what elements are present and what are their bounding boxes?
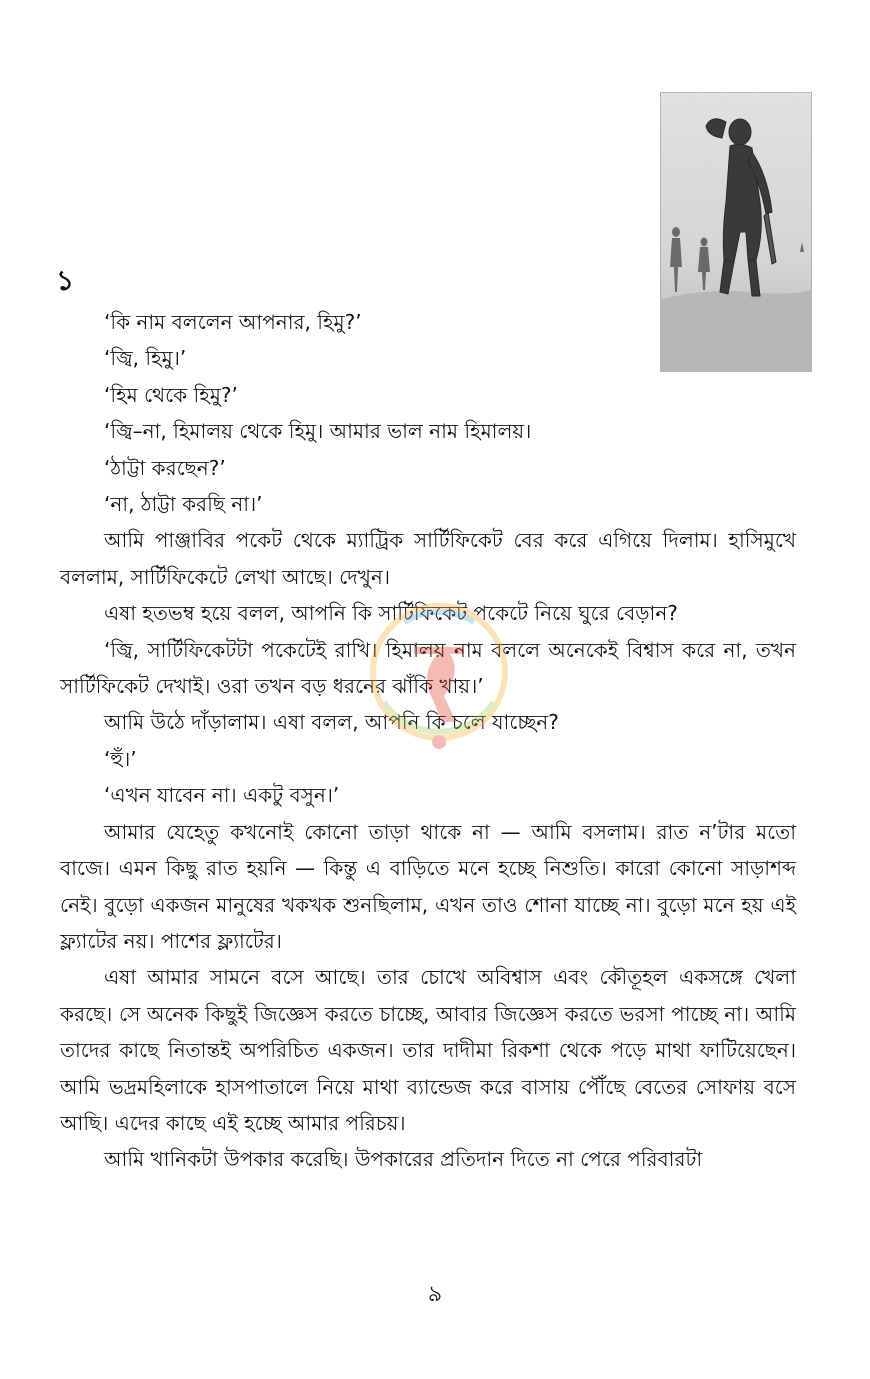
paragraph: ‘জ্বি–না, হিমালয় থেকে হিমু। আমার ভাল নাম হিমালয়। xyxy=(104,419,532,444)
paragraph: আমি পাঞ্জাবির পকেট থেকে ম্যাট্রিক সার্টিফিকেট বের করে এগিয়ে দিলাম। হাসিমুখে বললাম, সার্টিফিকেটে লেখা আছে। দেখুন। xyxy=(60,528,796,589)
paragraph: ‘হিম থেকে হিমু?’ xyxy=(104,382,238,407)
paragraph: আমার যেহেতু কখনোই কোনো তাড়া থাকে না — আমি বসলাম। রাত ন’টার মতো বাজে। এমন কিছু রাত হয়নি — কিন্তু এ বাড়িতে মনে হচ্ছে নিশুতি। কারো কোনো সাড়াশব্দ নেই। বুড়ো একজন মানুষের খকখক শুনছিলাম, এখন তাও শোনা যাচ্ছে না। বুড়ো মনে হয় এই ফ্ল্যাটের নয়। পাশের ফ্ল্যাটের। xyxy=(60,819,796,953)
paragraph: এষা হতভম্ব হয়ে বলল, আপনি কি সার্টিফিকেট পকেটে নিয়ে ঘুরে বেড়ান? xyxy=(104,601,678,626)
paragraph: ‘না, ঠাট্টা করছি না।’ xyxy=(104,492,263,517)
paragraph: আমি খানিকটা উপকার করেছি। উপকারের প্রতিদান দিতে না পেরে পরিবারটা xyxy=(104,1147,703,1172)
page-number: ৯ xyxy=(427,1282,443,1307)
paragraph: ‘জ্বি, সার্টিফিকেটটা পকেটেই রাখি। হিমালয় নাম বললে অনেকেই বিশ্বাস করে না, তখন সার্টিফিকেট দেখাই। ওরা তখন বড় ধরনের ঝাঁকি খায়।’ xyxy=(60,637,796,699)
chapter-number: ১ xyxy=(56,264,75,297)
paragraph: ‘ঠাট্টা করছেন?’ xyxy=(104,455,226,480)
paragraph: ‘হুঁ।’ xyxy=(104,746,137,771)
paragraph: এষা আমার সামনে বসে আছে। তার চোখে অবিশ্বাস এবং কৌতূহল একসঙ্গে খেলা করছে। সে অনেক কিছুই জিজ্ঞেস করতে চাচ্ছে, আবার জিজ্ঞেস করতে ভরসা পাচ্ছে না। আমি তাদের কাছে নিতান্তই অপরিচিত একজন। তার দাদীমা রিকশা থেকে পড়ে মাথা ফাটিয়েছেন। আমি ভদ্রমহিলাকে হাসপাতালে নিয়ে মাথা ব্যান্ডেজ করে বাসায় পৌঁছে বেতের সোফায় বসে আছি। এদের কাছে এই হচ্ছে আমার পরিচয়। xyxy=(60,965,796,1135)
paragraph: ‘কি নাম বললেন আপনার, হিমু?’ xyxy=(104,310,362,334)
paragraph: আমি উঠে দাঁড়ালাম। এষা বলল, আপনি কি চলে যাচ্ছেন? xyxy=(104,710,559,735)
story-text xyxy=(60,304,796,1178)
paragraph: ‘জ্বি, হিমু।’ xyxy=(104,346,187,371)
paragraph: ‘এখন যাবেন না। একটু বসুন।’ xyxy=(104,783,340,808)
